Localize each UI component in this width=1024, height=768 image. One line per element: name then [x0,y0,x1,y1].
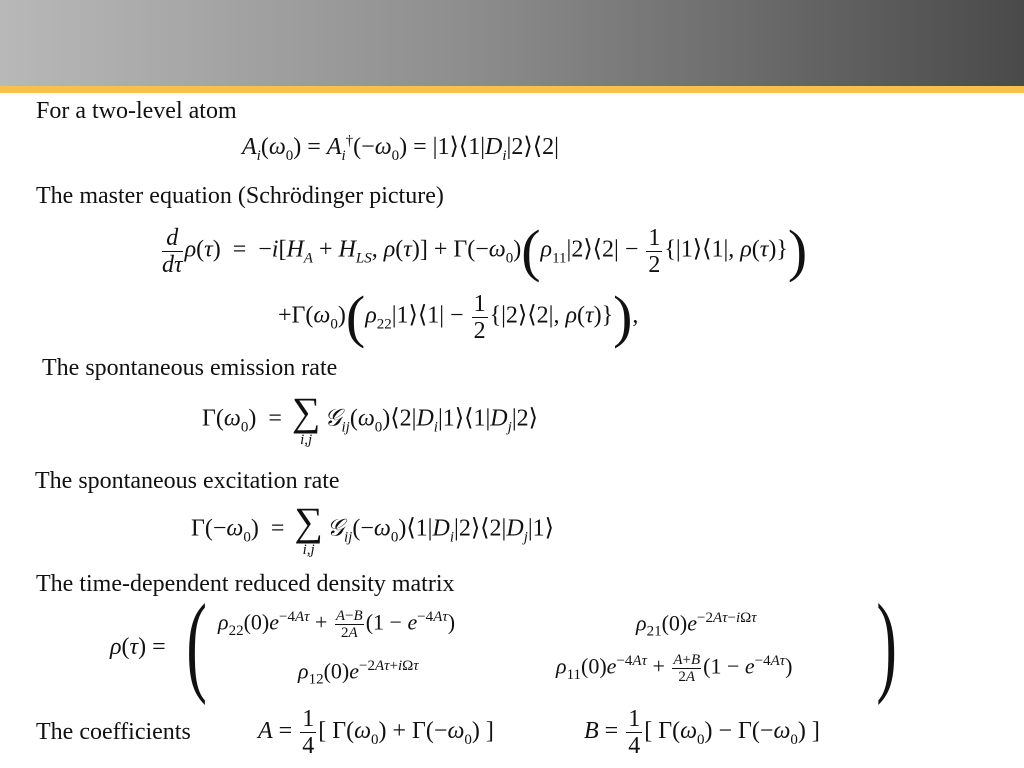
equation-master-line2: $+\Gamma(\omega_0)(\rho_{22}|1⟩⟨1|$ − $\frac{1}{2}$ {|2⟩⟨2|, ρ(τ)}), [278,284,639,349]
matrix-cell-21: $\rho_{12}(0)e^{-2A\tau+i\Omega\tau}$ [298,658,419,688]
heading-density-matrix: The time-dependent reduced density matrix [36,571,455,597]
header-bar [0,0,1024,86]
equation-excitation-rate: $\Gamma(-\omega_0)$ = ∑ i,j $𝒢_{ij}(-\omega_0)⟨1|D_i|2⟩⟨2|D_j|1⟩$ [191,499,555,558]
matrix-left-paren: ( [186,582,207,706]
heading-coefficients: The coefficients [36,719,191,745]
header-accent-line [0,86,1024,93]
equation-transition-operator: $A_i(\omega_0) = A_i^\dagger(-\omega_0)$ = $|1⟩⟨1|D_i|2⟩⟨2|$ [242,133,559,164]
matrix-cell-12: $\rho_{21}(0)e^{-2A\tau-i\Omega\tau}$ [636,610,757,640]
heading-master-equation: The master equation (Schrödinger picture) [36,183,444,209]
heading-two-level: For a two-level atom [36,98,237,124]
matrix-lhs: ρ(τ) = [110,634,166,660]
equation-master-line1: $\frac{d}{d\tau}$ $\rho(\tau) = -i[H_A + H_{LS}$, $\rho(\tau)] + \Gamma(-\omega_0)(\rho_{11}|2⟩⟨2|$ − $\frac{1}{2}$ {|1⟩⟨1|, ρ(τ)}) [162,218,808,283]
equation-emission-rate: $\Gamma(\omega_0)$ = ∑ i,j $𝒢_{ij}(\omega_0)⟨2|D_i|1⟩⟨1|D_j|2⟩$ [202,389,538,448]
equation-coefficient-b: B = $\frac{1}{4}$ [ $\Gamma(\omega_0) - \Gamma(-\omega_0)$ ] [584,706,820,759]
equation-coefficient-a: A = $\frac{1}{4}$ [ $\Gamma(\omega_0) + \Gamma(-\omega_0)$ ] [258,706,494,759]
heading-excitation-rate: The spontaneous excitation rate [35,468,340,494]
matrix-right-paren: ) [876,582,897,706]
matrix-cell-11: $\rho_{22}(0)e^{-4A\tau}$ + $\frac{A-B}{2A}$ $(1 - e^{-4A\tau})$ [218,608,456,641]
heading-emission-rate: The spontaneous emission rate [42,355,338,381]
matrix-cell-22: $\rho_{11}(0)e^{-4A\tau}$ + $\frac{A+B}{2A}$ $(1 - e^{-4A\tau})$ [556,652,793,685]
